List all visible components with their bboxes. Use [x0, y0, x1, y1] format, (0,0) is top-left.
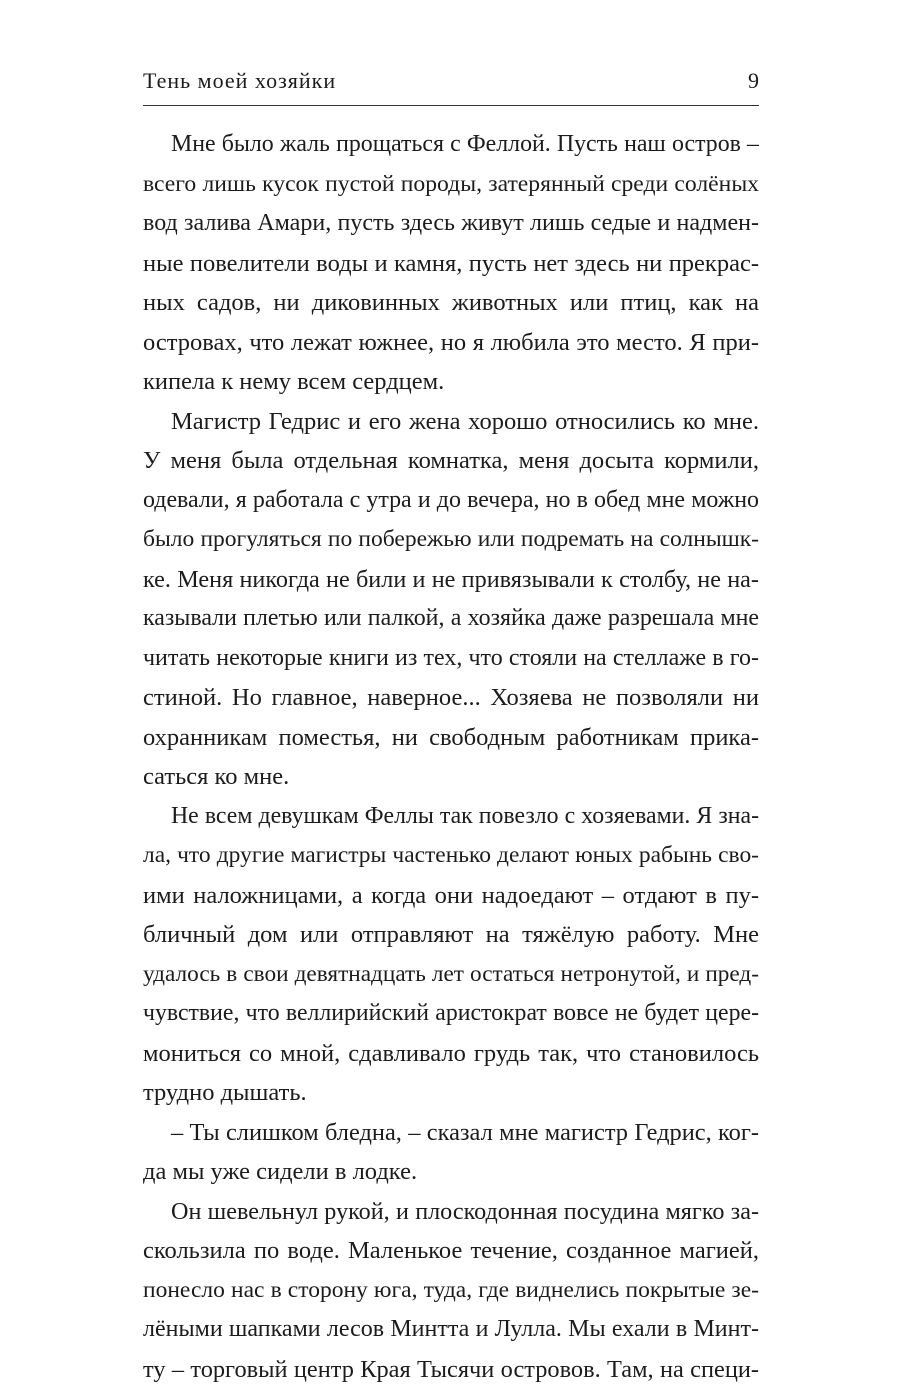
- text-line: да мы уже сидели в лодке.: [143, 1152, 759, 1192]
- text-line: ими наложницами, а когда они надоедают – отдают в пу-: [143, 876, 759, 916]
- text-line: стиной. Но главное, наверное... Хозяева не позволяли ни: [143, 678, 759, 718]
- text-line: Он шевельнул рукой, и плоскодонная посудина мягко за-: [143, 1192, 759, 1232]
- text-line: вод залива Амари, пусть здесь живут лишь седые и надмен-: [143, 204, 759, 244]
- body-text: [143, 125, 759, 1389]
- text-line: мониться со мной, сдавливало грудь так, что становилось: [143, 1034, 759, 1074]
- text-line: ке. Меня никогда не били и не привязывали к столбу, не на-: [143, 560, 759, 600]
- header-rule: [143, 105, 759, 106]
- text-line: скользила по воде. Маленькое течение, созданное магией,: [143, 1231, 759, 1271]
- running-title: Тень моей хозяйки: [143, 68, 336, 94]
- text-line: ные повелители воды и камня, пусть нет здесь ни прекрас-: [143, 244, 759, 284]
- text-line: – Ты слишком бледна, – сказал мне магистр Гедрис, ког-: [143, 1113, 759, 1153]
- text-line: кипела к нему всем сердцем.: [143, 362, 759, 402]
- text-line: бличный дом или отправляют на тяжёлую работу. Мне: [143, 915, 759, 955]
- text-line: Мне было жаль прощаться с Феллой. Пусть наш остров –: [143, 125, 759, 165]
- text-line: понесло нас в сторону юга, туда, где виднелись покрытые зе-: [143, 1271, 759, 1311]
- text-line: трудно дышать.: [143, 1073, 759, 1113]
- text-line: казывали плетью или палкой, а хозяйка даже разрешала мне: [143, 599, 759, 639]
- text-line: островах, что лежат южнее, но я любила это место. Я при-: [143, 323, 759, 363]
- text-line: было прогуляться по побережью или подремать на солнышк-: [143, 520, 759, 560]
- text-line: саться ко мне.: [143, 757, 759, 797]
- text-line: чувствие, что веллирийский аристократ вовсе не будет цере-: [143, 994, 759, 1034]
- page-header: [143, 64, 759, 100]
- text-line: читать некоторые книги из тех, что стояли на стеллаже в го-: [143, 639, 759, 679]
- text-line: удалось в свои девятнадцать лет остаться нетронутой, и пред-: [143, 955, 759, 995]
- text-line: Магистр Гедрис и его жена хорошо относились ко мне.: [143, 402, 759, 442]
- text-line: У меня была отдельная комнатка, меня досыта кормили,: [143, 441, 759, 481]
- text-line: охранникам поместья, ни свободным работникам прика-: [143, 718, 759, 758]
- text-line: ных садов, ни диковинных животных или птиц, как на: [143, 283, 759, 323]
- text-line: всего лишь кусок пустой породы, затерянный среди солёных: [143, 165, 759, 205]
- text-line: Не всем девушкам Феллы так повезло с хозяевами. Я зна-: [143, 797, 759, 837]
- text-line: ту – торговый центр Края Тысячи островов. Там, на специ-: [143, 1350, 759, 1389]
- page-number: 9: [748, 68, 759, 94]
- text-line: лёными шапками лесов Минтта и Лулла. Мы ехали в Минт-: [143, 1310, 759, 1350]
- text-line: ла, что другие магистры частенько делают юных рабынь сво-: [143, 836, 759, 876]
- text-line: одевали, я работала с утра и до вечера, но в обед мне можно: [143, 481, 759, 521]
